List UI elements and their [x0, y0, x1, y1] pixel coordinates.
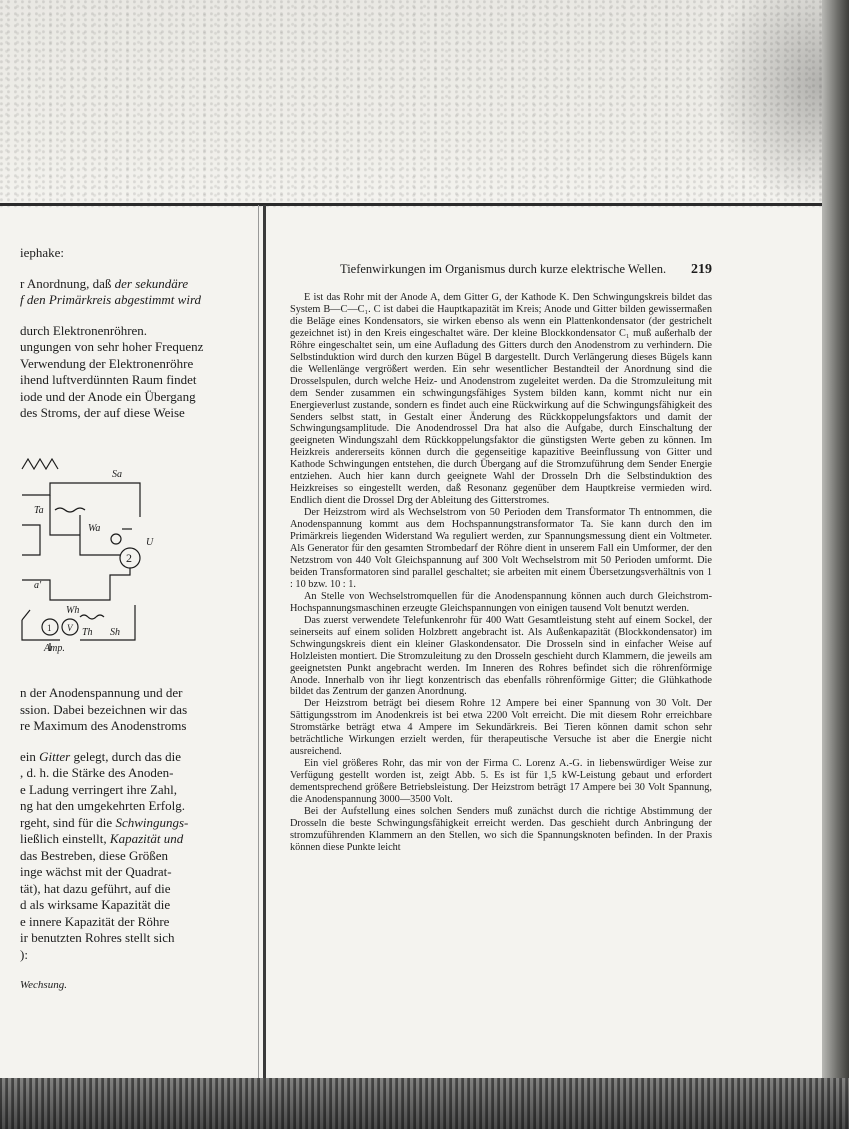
text-line: iephake: — [20, 245, 65, 260]
text-line: Verwendung der Elektronenröhre — [20, 355, 194, 371]
left-page-fragment — [20, 245, 248, 422]
section-heading: durch Elektronenröhren. — [20, 322, 148, 338]
text-line: e innere Kapazität der Röhre — [20, 913, 170, 929]
paragraph: Das zuerst verwendete Telefunkenrohr für 400 Watt Gesamtleistung steht auf einem Sockel, der seinerseits auf einem soliden Holzbrett angebracht ist. Als Außenkapazität (Blockkondensator) im Schwingungskreis dient ein kleiner Glaskondensator. Die Drosseln sind in einfacher Weise auf Holzleisten montiert. Die Stromzuleitung zu den Drosseln geschieht durch Klammern, die jeweils am geeignetsten Punkt angebracht werden. Im Inneren des Rohres befindet sich die röhrenförmige Anode. Innerhalb von ihr liegt konzentrisch das ebenfalls röhrenförmige Gitter; die Glühkathode bildet das Zentrum der ganzen Anordnung. — [290, 614, 712, 698]
text-line: re Maximum des Anodenstroms — [20, 718, 187, 733]
paragraph: Der Heizstrom beträgt bei diesem Rohre 12 Ampere bei einer Spannung von 30 Volt. Der Sättigungsstrom im Anodenkreis ist bei etwa 2200 Volt erreicht. Die mit diesem Rohr erreichbare Stromstärke beträgt etwa 4 Ampere im Sekundärkreis. Bei Tieren können damit schon sehr beträchtliche Wirkungen erzielt werden, für therapeutische Versuche ist aber die Energie nicht ausreichend. — [290, 698, 712, 758]
text-line: inge wächst mit der Quadrat- — [20, 864, 172, 879]
left-page-fragment-lower — [20, 685, 248, 994]
label-th: Th — [82, 627, 93, 638]
label-wh: Wh — [66, 605, 80, 616]
label-v: V — [67, 623, 73, 633]
paragraph: Ein viel größeres Rohr, das mir von der Firma C. Lorenz A.-G. in liebenswürdiger Weise zur Verfügung gestellt worden ist, zeigt Abb. 5. Es ist für 1,5 kW-Leistung gebaut und erfordert dementsprechend größere Betriebsleistung. Der Heizstrom beträgt 17 Ampere bei 30 Volt Spannung, die Anodenspannung 3000—3500 Volt. — [290, 758, 712, 806]
book-gutter — [263, 205, 266, 1078]
paragraph: Bei der Aufstellung eines solchen Senders muß zunächst durch die richtige Abstimmung der Drosseln die beste Schwingungsfähigkeit erreicht werden. Das geschieht durch Anbringung der stromzuführenden Klammern an den Stellen, wo sich die Spannungsknoten befinden. In der Praxis können diese Punkte leicht — [290, 805, 712, 853]
paragraph: E ist das Rohr mit der Anode A, dem Gitter G, der Kathode K. Den Schwingungskreis bildet das System B—C—C₁. C ist dabei die Hauptkapazität im Kreis; Anode und Gitter bilden gewissermaßen die Beläge eines Kondensators, sie wirken ebenso als wenn ein Plattenkondensator (der gestrichelt gezeichnet ist) in den Kreis eingeschaltet wäre. Der kleine Blockkondensator C₁ muß außerhalb der Röhre eingeschaltet sein, um eine Aufladung des Gitters durch den Anodenstrom zu verhindern. Die Selbstinduktion wird durch den kurzen Bügel B dargestellt. Durch Verlängerung dieses Bügels kann die Wellenlänge vergrößert werden. Ein sehr wesentlicher Bestandteil der Anordnung sind die Drosselspulen, durch welche Heiz- und Anodenstrom zugeleitet werden. Da die Stromzuleitung mit dem Sender zusammen ein schwingungsfähiges System bilden kann, kommt nicht nur ein Energieverlust zustande, sondern es findet auch eine Rückwirkung auf die Schwingungsfähigkeit des Senders selbst statt, in Gestalt einer Änderung des Rückkoppelungsfaktors und damit der Schwingungsamplitude. Die Anodendrossel Dra hat also die Aufgabe, durch Einschaltung der geeigneten Windungszahl dem Rückkoppelungsfaktor die günstigsten Werte geben zu können. Im Heizkreis andererseits können durch die gegenseitige kapazitive Beeinflussung von Gitter und Kathode Schwingungen entstehen, die durch Übergang auf die Stromzuführung dem Sender Energie entziehen. Auch hier kann durch geeignete Wahl der Drosseln Drh die Selbstinduktion des Heizkreises so eingestellt werden, daß Resonanz gegenüber dem Hauptkreise vermieden wird. Endlich dient die Drossel Drg der Ableitung des Gitterstromes. — [290, 292, 712, 507]
text-line: tät), hat dazu geführt, auf die — [20, 880, 171, 896]
scan-edge-bottom — [0, 1078, 849, 1129]
text-line: des Stroms, der auf diese Weise — [20, 405, 185, 420]
label-amp: Amp. — [44, 643, 65, 654]
label-sa: Sa — [112, 469, 122, 480]
scan-edge-right — [822, 0, 849, 1129]
label-u: U — [146, 537, 154, 548]
figure-caption-fragment: Wechsung. — [20, 979, 67, 991]
label-2: 2 — [126, 551, 132, 565]
text-line: ng hat den umgekehrten Erfolg. — [20, 798, 185, 813]
paragraph: Der Heizstrom wird als Wechselstrom von 50 Perioden dem Transformator Th entnommen, die Anodenspannung kommt aus dem Hochspannungstransformator Ta. Sie kann durch den im Primärkreis liegenden Widerstand Wa reguliert werden, zur Spannungsmessung dient ein Voltmeter. Als Generator für den gesamten Strombedarf der Röhre dient in unserem Fall ein Umformer, der den Netzstrom von 440 Volt Gleichspannung auf 300 Volt Wechselstrom mit 50 Perioden umformt. Die beiden Transformatoren sind parallel geschaltet; sie arbeiten mit einem Übersetzungsverhältnis von 1 : 10 bzw. 10 : 1. — [290, 507, 712, 590]
label-wa: Wa — [88, 523, 101, 534]
text-line: ein Gitter gelegt, durch das die — [20, 748, 182, 764]
text-line: d als wirksame Kapazität die — [20, 897, 171, 912]
page-edge-top — [0, 203, 830, 206]
text-line: e Ladung verringert ihre Zahl, — [20, 781, 178, 797]
paragraph: An Stelle von Wechselstromquellen für die Anodenspannung können auch durch Gleichstrom-Hochspannungsmaschinen erzeugte Gleichspannungen von einigen tausend Volt benutzt werden. — [290, 590, 712, 614]
text-line: ließlich einstellt, Kapazität und — [20, 831, 184, 846]
label-a-prime: a' — [34, 580, 42, 591]
gutter-line — [258, 205, 259, 1078]
text-line: ): — [20, 946, 28, 962]
text-line: iode und der Anode ein Übergang — [20, 388, 196, 404]
label-sh: Sh — [110, 627, 120, 638]
main-text-column — [290, 292, 712, 854]
text-line: n der Anodenspannung und der — [20, 685, 183, 700]
running-title: Tiefenwirkungen im Organismus durch kurze elektrische Wellen. — [340, 262, 667, 276]
text-line: f den Primärkreis abgestimmt wird — [20, 292, 202, 307]
text-line: ihend luftverdünnten Raum findet — [20, 372, 197, 387]
page-number: 219 — [691, 262, 712, 277]
running-header — [340, 262, 712, 278]
text-line: ungungen von sehr hoher Frequenz — [20, 339, 204, 354]
label-1: 1 — [47, 623, 52, 633]
text-line: , d. h. die Stärke des Anoden- — [20, 765, 174, 780]
label-ta: Ta — [34, 505, 44, 516]
text-line: das Bestreben, diese Größen — [20, 847, 169, 863]
text-line: r Anordnung, daß der sekundäre — [20, 275, 189, 291]
text-line: ir benutzten Rohres stellt sich — [20, 930, 175, 945]
text-line: ssion. Dabei bezeichnen wir das — [20, 701, 188, 717]
text-line: rgeht, sind für die Schwingungs- — [20, 814, 189, 830]
circuit-diagram — [20, 455, 160, 655]
